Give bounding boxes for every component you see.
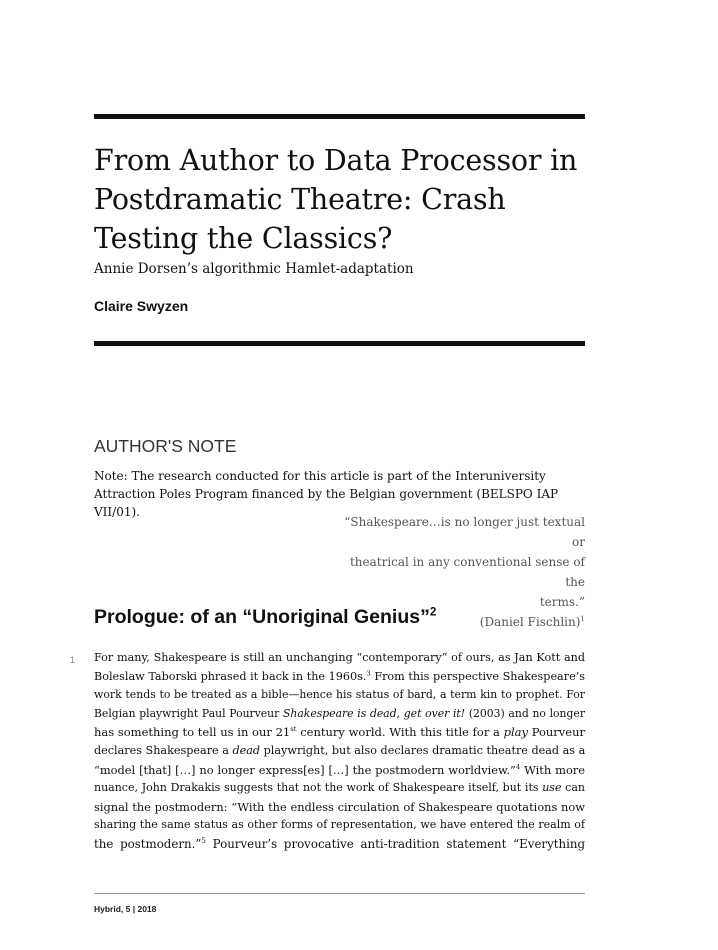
text-run: With more [520,762,585,777]
ordinal-suffix: st [290,725,297,734]
paragraph-number: 1 [70,655,76,665]
text-run: From this perspective Shakespeare’s [370,669,585,683]
footer-rule [94,893,585,894]
footnote-ref[interactable]: 4 [515,762,521,771]
text-run: playwright, but also declares dramatic theatre dead as a [260,743,586,757]
text-run: signal the postmodern: “With the endless circulation of Shakespeare quotations now [94,799,585,814]
epigraph-line: terms.” [539,595,585,609]
text-run: (2003) and no longer [465,706,585,720]
text-run: Belgian playwright Paul Pourveur [94,706,284,720]
footnote-ref[interactable]: 1 [580,614,585,623]
body-line [94,761,585,780]
body-line [94,705,585,724]
text-run: Boleslaw Taborski phrased it back in the 1960s. [94,669,367,683]
footnote-ref[interactable]: 5 [201,836,206,846]
text-run: For many, Shakespeare is still an unchanging “contemporary” of ours, as Jan Kott and [94,651,585,664]
attribution-text: (Daniel Fischlin) [479,615,581,629]
authors-note-heading: AUTHOR'S NOTE [94,436,237,456]
text-run: nuance, John Drakakis suggests that not the work of Shakespeare itself, but its [94,781,543,795]
section-heading [94,603,436,631]
text-run: has something to tell us in our 21 [94,725,291,740]
section-heading-text: Prologue: of an “Unoriginal Genius” [94,606,430,628]
italic-word: use [542,781,562,795]
body-line [94,649,585,668]
text-run: sharing the same status as other forms of representation, we have entered the realm of [94,818,585,832]
body-line [94,742,585,761]
italic-title: Shakespeare is dead, get over it! [283,706,466,720]
text-run: the postmodern.” [94,836,202,851]
body-line [94,816,585,835]
footnote-ref[interactable]: 3 [366,668,371,677]
text-run: can [561,781,585,795]
text-run: Pourveur [528,725,585,740]
article-subtitle: Annie Dorsen’s algorithmic Hamlet-adaptation [94,261,414,277]
body-line [94,723,585,742]
text-run: Pourveur’s provocative anti-tradition statement “Everything [205,836,586,851]
text-run: declares Shakespeare a [94,743,233,757]
article-title: From Author to Data Processor in Postdramatic Theatre: Crash Testing the Classics? [94,144,578,255]
italic-word: dead [232,743,261,757]
italic-word: play [503,725,528,740]
text-run: work tends to be treated as a bible—hence his status of bard, a term kin to prophet. For [94,688,585,702]
footnote-ref[interactable]: 2 [429,605,437,619]
text-run: “model [that] […] no longer express[es] […] the postmodern worldview.” [94,762,516,777]
authors-note-text: Note: The research conducted for this article is part of the Interuniversity Attraction Poles Program financed by the Belgian government (BELSPO IAP VII/01). [94,469,559,519]
body-line [94,798,585,817]
page-footer: Hybrid, 5 | 2018 [94,904,157,914]
body-line [94,668,585,687]
header-bottom-rule [94,341,585,346]
text-run: century world. With this title for a [296,725,504,740]
body-line [94,686,585,705]
epigraph-line: theatrical in any conventional sense of the [349,555,585,589]
body-paragraph [94,649,585,854]
author-name[interactable]: Claire Swyzen [94,298,189,314]
body-line [94,779,585,798]
body-line [94,835,585,854]
top-rule [94,114,585,119]
epigraph-line: “Shakespeare…is no longer just textual or [344,515,585,549]
